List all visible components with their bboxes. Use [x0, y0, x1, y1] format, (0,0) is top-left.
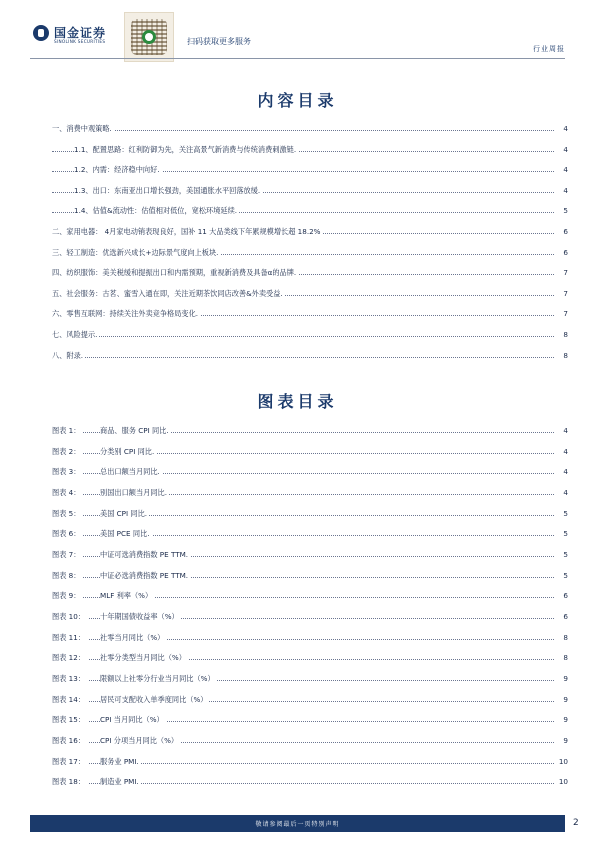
toc-entry-page: 8 — [556, 330, 568, 339]
figure-entry[interactable] — [52, 546, 568, 567]
figure-entry-page: 9 — [554, 736, 568, 745]
report-type-label: 行业周报 — [533, 45, 565, 53]
figure-entry-label: 图表 3： — [52, 467, 83, 477]
toc-entry-text: 1.3、出口：东南亚出口增长强劲，美国通胀水平回落放缓. — [74, 185, 261, 195]
figure-entry[interactable] — [52, 732, 568, 753]
logo-mark-icon — [33, 25, 49, 41]
figure-entry-page: 10 — [554, 777, 568, 786]
figure-entry-text: 服务业 PMI. — [100, 756, 139, 766]
toc-entry[interactable] — [52, 285, 568, 306]
figure-entry-text: 总出口额当月同比. — [100, 467, 160, 477]
figure-entry-text: 美国 PCE 同比. — [100, 529, 150, 539]
toc-entry[interactable] — [52, 161, 568, 182]
figure-entry-label: 图表 10： — [52, 612, 88, 622]
toc-entry-text: 三、轻工制造：优选新兴成长+边际景气度向上板块. — [52, 247, 219, 257]
toc-entry-text: 七、风险提示. — [52, 329, 98, 339]
figure-entry-text: 中证可选消费指数 PE TTM. — [100, 549, 189, 559]
toc-entry-text: 一、消费中观策略. — [52, 124, 112, 133]
toc-list — [52, 120, 568, 367]
toc-entry[interactable] — [52, 244, 568, 265]
logo-chinese-name: 国金证券 — [54, 26, 107, 40]
toc-entry[interactable] — [52, 120, 568, 141]
qr-code-icon[interactable] — [124, 12, 174, 62]
figure-entry[interactable] — [52, 670, 568, 691]
figure-entry-label: 图表 6： — [52, 529, 83, 539]
toc-entry-page: 7 — [556, 309, 568, 318]
toc-entry-text: 八、附录. — [52, 350, 84, 360]
figure-entry[interactable] — [52, 711, 568, 732]
toc-entry-page: 7 — [556, 289, 568, 298]
figure-entry[interactable] — [52, 649, 568, 670]
figure-entry-label: 图表 5： — [52, 509, 83, 519]
figure-entry-label: 图表 12： — [52, 653, 88, 663]
figure-entry-page: 4 — [554, 426, 568, 435]
figure-entry-page: 9 — [554, 674, 568, 683]
figure-entry-text: 十年期国债收益率（%） — [100, 611, 179, 621]
figure-entry[interactable] — [52, 443, 568, 464]
toc-entry-page: 7 — [556, 268, 568, 277]
toc-entry[interactable] — [52, 347, 568, 368]
figure-entry-label: 图表 18： — [52, 777, 88, 787]
toc-entry-page: 4 — [556, 145, 568, 154]
figure-entry[interactable] — [52, 753, 568, 774]
figures-title: 图表目录 — [257, 392, 338, 411]
figure-entry-text: 商品、服务 CPI 同比. — [100, 426, 169, 435]
figure-entry-page: 6 — [554, 591, 568, 600]
figure-entry[interactable] — [52, 691, 568, 712]
toc-entry-page: 4 — [556, 165, 568, 174]
figure-entry-text: 社零分类型当月同比（%） — [100, 653, 186, 663]
figure-entry-label: 图表 1： — [52, 426, 83, 436]
wechat-badge-icon — [142, 30, 156, 44]
toc-entry-text: 六、零售互联网：持续关注外卖竞争格局变化. — [52, 309, 199, 319]
figure-entry-page: 8 — [554, 653, 568, 662]
figure-entry-text: 限额以上社零分行业当月同比（%） — [100, 673, 215, 683]
figure-entry-text: 居民可支配收入单季度同比（%） — [100, 694, 208, 704]
figure-entry-label: 图表 11： — [52, 633, 88, 643]
figure-entry-label: 图表 8： — [52, 571, 83, 581]
figure-entry-page: 4 — [554, 488, 568, 497]
figure-entry-page: 9 — [554, 715, 568, 724]
figure-entry[interactable] — [52, 484, 568, 505]
toc-entry-page: 6 — [556, 227, 568, 236]
figure-entry-page: 8 — [554, 633, 568, 642]
figure-entry[interactable] — [52, 567, 568, 588]
figure-entry-page: 5 — [554, 529, 568, 538]
page-footer — [0, 815, 595, 842]
figure-entry-text: 社零当月同比（%） — [100, 632, 165, 642]
figure-entry-label: 图表 14： — [52, 695, 88, 705]
figures-list — [52, 422, 568, 794]
toc-entry[interactable] — [52, 264, 568, 285]
figure-entry-page: 5 — [554, 550, 568, 559]
toc-entry-page: 6 — [556, 248, 568, 257]
figure-entry-label: 图表 9： — [52, 591, 83, 601]
figure-entry[interactable] — [52, 773, 568, 794]
figure-entry-label: 图表 15： — [52, 715, 88, 725]
figure-entry-label: 图表 17： — [52, 757, 88, 767]
toc-entry[interactable] — [52, 182, 568, 203]
figure-entry-label: 图表 2： — [52, 447, 83, 457]
header-divider — [30, 58, 565, 59]
figure-entry[interactable] — [52, 422, 568, 443]
figure-entry-text: 美国 CPI 同比. — [100, 508, 148, 518]
toc-entry-page: 5 — [556, 206, 568, 215]
toc-entry[interactable] — [52, 141, 568, 162]
toc-title: 内容目录 — [257, 91, 338, 110]
dot-leader — [52, 357, 554, 358]
figure-entry-label: 图表 7： — [52, 550, 83, 560]
figure-entry-text: 中证必选消费指数 PE TTM. — [100, 570, 189, 580]
figure-entry-text: CPI 当月同比（%） — [100, 715, 164, 725]
figure-entry-label: 图表 13： — [52, 674, 88, 684]
company-logo — [33, 24, 115, 50]
figure-entry-text: 制造业 PMI. — [100, 777, 139, 787]
scan-for-services-text: 扫码获取更多服务 — [187, 37, 251, 46]
figure-entry-page: 4 — [554, 447, 568, 456]
figure-entry-text: 别国出口额当月同比. — [100, 487, 167, 497]
toc-entry[interactable] — [52, 326, 568, 347]
toc-entry-page: 8 — [556, 351, 568, 360]
figure-entry[interactable] — [52, 587, 568, 608]
toc-entry-text: 1.1、配置思路：红利防御为先，关注高景气新消费与传统消费刺激链. — [74, 144, 297, 154]
figure-entry[interactable] — [52, 463, 568, 484]
figure-entry-page: 9 — [554, 695, 568, 704]
toc-entry-text: 四、纺织服饰：美关税缓和提振出口和内需预期，重视新消费及具备α的品牌. — [52, 268, 297, 278]
disclaimer-notice: 敬请参阅最后一页特别声明 — [255, 821, 340, 828]
figure-entry-label: 图表 16： — [52, 736, 88, 746]
figure-entry-page: 5 — [554, 509, 568, 518]
figure-entry[interactable] — [52, 629, 568, 650]
figure-entry-text: MLF 利率（%） — [100, 591, 153, 601]
footer-bar — [30, 815, 565, 832]
figure-entry-page: 5 — [554, 571, 568, 580]
figure-entry[interactable] — [52, 525, 568, 546]
toc-entry-text: 二、家用电器： 4月家电动销表现良好，国补 11 大品类线下年累规模增长超 18.2% — [52, 226, 321, 236]
figure-entry-page: 4 — [554, 467, 568, 476]
figure-entry-text: CPI 分项当月同比（%） — [100, 735, 179, 745]
dot-leader — [52, 130, 554, 131]
figure-entry-label: 图表 4： — [52, 488, 83, 498]
figure-entry[interactable] — [52, 505, 568, 526]
page-number: 2 — [573, 818, 579, 828]
toc-entry[interactable] — [52, 202, 568, 223]
page-header — [0, 0, 595, 64]
figure-entry-page: 6 — [554, 612, 568, 621]
toc-entry[interactable] — [52, 223, 568, 244]
figure-entry-text: 分类别 CPI 同比. — [100, 446, 155, 456]
toc-entry-text: 1.4、估值&流动性：估值相对低位，宽松环境延续. — [74, 206, 238, 216]
figure-entry[interactable] — [52, 608, 568, 629]
dot-leader — [52, 336, 554, 337]
logo-english-name: SINOLINK SECURITIES — [54, 39, 106, 44]
toc-entry-page: 4 — [556, 186, 568, 195]
toc-entry-text: 1.2、内需：经济稳中向好. — [74, 165, 160, 175]
figure-entry-page: 10 — [554, 757, 568, 766]
toc-entry-text: 五、社会服务：古茗、蜜雪入通在即，关注近期茶饮同店改善&外卖受益. — [52, 288, 283, 298]
toc-entry-page: 4 — [556, 124, 568, 133]
toc-entry[interactable] — [52, 305, 568, 326]
